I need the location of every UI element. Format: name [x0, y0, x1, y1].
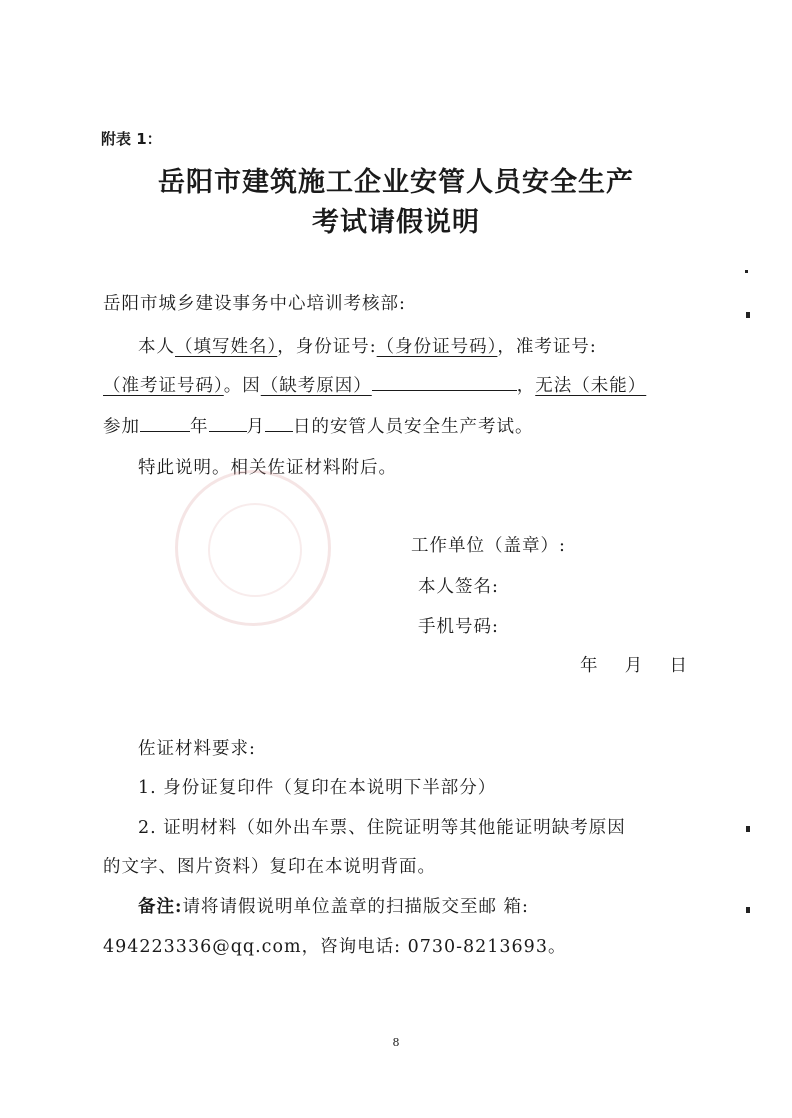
- year-blank: [140, 413, 190, 432]
- document-title-line-2: 考试请假说明: [312, 207, 480, 238]
- para-prefix: 本人: [138, 337, 175, 357]
- paragraph-1-line-1: [138, 333, 597, 358]
- day-blank: [265, 413, 293, 432]
- scan-mark: [746, 826, 750, 832]
- date-line: [103, 413, 534, 438]
- name-field: （填写姓名）: [175, 337, 278, 357]
- month-blank: [209, 413, 247, 432]
- id-label: ，身份证号:: [277, 337, 377, 357]
- year-label: 年: [190, 417, 209, 437]
- requirements-heading: 佐证材料要求:: [138, 739, 256, 759]
- document-title-line-1: 岳阳市建筑施工企业安管人员安全生产: [158, 167, 634, 198]
- requirement-item-2: 2. 证明材料（如外出车票、住院证明等其他能证明缺考原因: [138, 818, 626, 838]
- month-label: 月: [246, 417, 265, 437]
- requirement-item-2-cont: 的文字、图片资料）复印在本说明背面。: [103, 857, 436, 877]
- scan-mark: [746, 907, 750, 913]
- paragraph-1-line-2: [103, 372, 646, 397]
- faded-stamp: [175, 470, 331, 626]
- scan-mark: [745, 270, 748, 273]
- reason-field: （缺考原因）: [260, 376, 372, 396]
- day-suffix: 日的安管人员安全生产考试。: [293, 417, 534, 437]
- statement: 特此说明。相关佐证材料附后。: [138, 458, 397, 478]
- page-number: 8: [392, 1036, 400, 1049]
- signature-label: 本人签名:: [418, 577, 499, 597]
- exam-number-field: （准考证号码）: [103, 376, 224, 396]
- note-line-1: [138, 893, 529, 918]
- id-number-field: （身份证号码）: [376, 337, 498, 357]
- requirement-item-1: 1. 身份证复印件（复印在本说明下半部分）: [138, 778, 497, 798]
- note-line-2: 494223336@qq.com，咨询电话: 0730-8213693。: [103, 937, 567, 957]
- scan-mark: [746, 312, 750, 318]
- note-text: 请将请假说明单位盖章的扫描版交至邮 箱:: [182, 897, 529, 917]
- addressee: 岳阳市城乡建设事务中心培训考核部:: [103, 294, 406, 314]
- unit-stamp-label: 工作单位（盖章）:: [411, 536, 566, 556]
- reason-prefix: 。因: [223, 376, 261, 396]
- exam-label: ，准考证号:: [497, 337, 597, 357]
- reason-blank: [372, 372, 517, 391]
- phone-label: 手机号码:: [418, 617, 499, 637]
- reason-comma: ，: [516, 376, 536, 396]
- note-label: 备注:: [138, 897, 183, 917]
- signature-date: 年 月 日: [580, 656, 689, 676]
- attachment-label: 附表 1：: [101, 130, 162, 148]
- date-prefix: 参加: [103, 417, 140, 437]
- unable-text: 无法（未能）: [535, 376, 647, 396]
